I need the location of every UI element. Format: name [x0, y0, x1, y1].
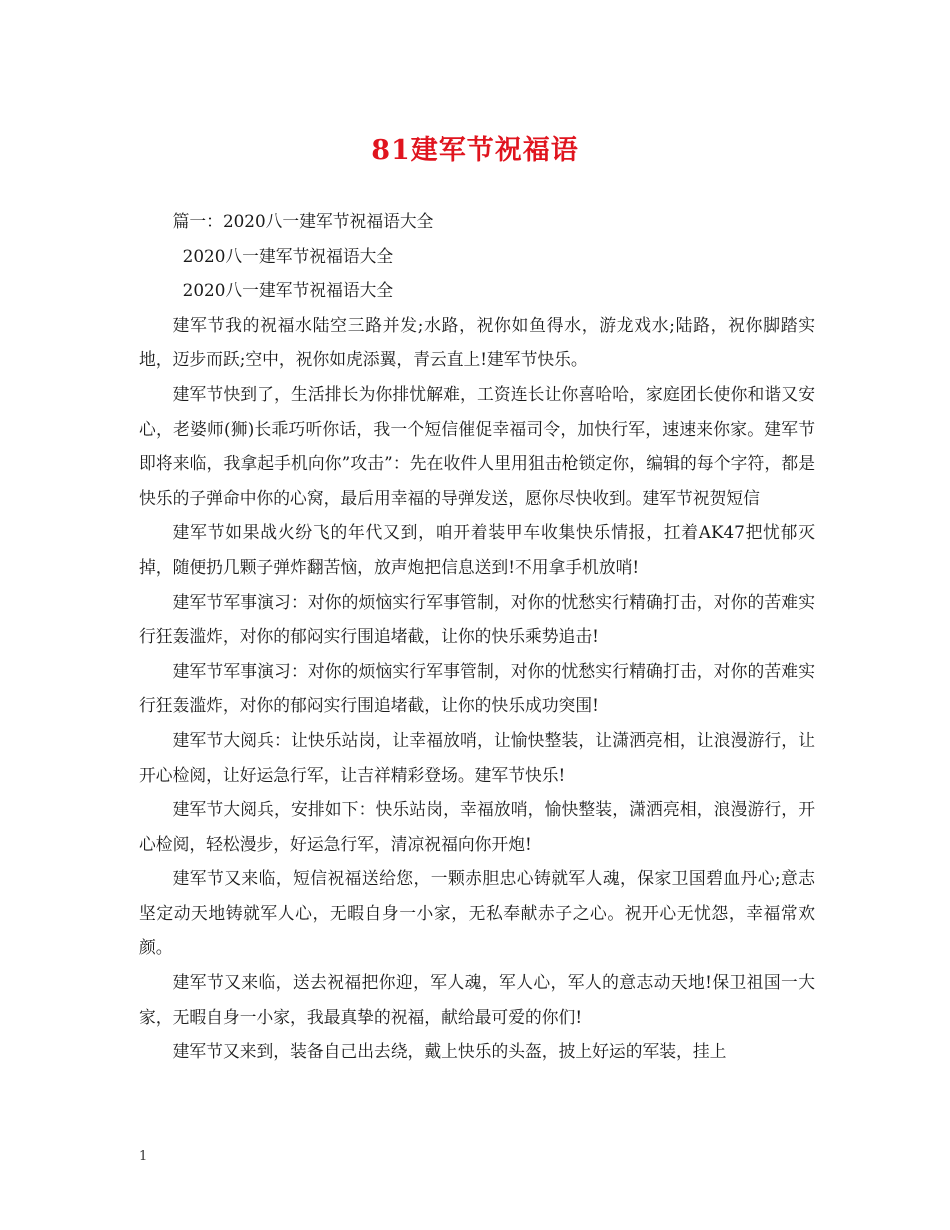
- paragraph: 建军节又来到，装备自己出去绕，戴上快乐的头盔，披上好运的军装，挂上: [172, 1041, 727, 1062]
- section-heading: 篇一：2020八一建军节祝福语大全: [172, 211, 434, 231]
- document-title: 81建军节祝福语: [371, 135, 579, 166]
- paragraph: 建军节又来临，短信祝福送给您，一颗赤胆忠心铸就军人魂，保家卫国碧血丹心;意志坚定动天地铸就军人心，无暇自身一小家，无私奉献赤子之心。祝开心无忧怨，幸福常欢颜。: [139, 868, 815, 958]
- paragraph: 建军节大阅兵，安排如下：快乐站岗，幸福放哨，愉快整装，潇洒亮相，浪漫游行，开心检阅，轻松漫步，好运急行军，清凉祝福向你开炮!: [139, 799, 815, 854]
- paragraph: 建军节又来临，送去祝福把你迎，军人魂，军人心，军人的意志动天地!保卫祖国一大家，无暇自身一小家，我最真挚的祝福，献给最可爱的你们!: [139, 972, 815, 1027]
- paragraph: 建军节如果战火纷飞的年代又到，咱开着装甲车收集快乐情报，扛着AK47把忧郁灭掉，随便扔几颗子弹炸翻苦恼，放声炮把信息送到!不用拿手机放哨!: [139, 522, 815, 577]
- paragraph: 建军节军事演习：对你的烦恼实行军事管制，对你的忧愁实行精确打击，对你的苦难实行狂轰滥炸，对你的郁闷实行围追堵截，让你的快乐成功突围!: [139, 660, 815, 716]
- paragraph: 建军节我的祝福水陆空三路并发;水路，祝你如鱼得水，游龙戏水;陆路，祝你脚踏实地，迈步而跃;空中，祝你如虎添翼，青云直上!建军节快乐。: [139, 314, 815, 370]
- paragraph: 建军节大阅兵：让快乐站岗，让幸福放哨，让愉快整装，让潇洒亮相，让浪漫游行，让开心检阅，让好运急行军，让吉祥精彩登场。建军节快乐!: [139, 729, 815, 785]
- page-number: 1: [139, 1149, 148, 1164]
- section-subheading: 2020八一建军节祝福语大全: [182, 245, 394, 266]
- section-subheading: 2020八一建军节祝福语大全: [182, 280, 394, 301]
- paragraph: 建军节快到了，生活排长为你排忧解难，工资连长让你喜哈哈，家庭团长使你和谐又安心，老婆师(狮)长乖巧听你话，我一个短信催促幸福司令，加快行军，速速来你家。建军节即将来临，我拿起手机向你”攻击”：先在收件人里用狙击枪锁定你，编辑的每个字符，都是快乐的子弹命中你的心窝，最后用幸福的导弹发送，愿你尽快收到。建军节祝贺短信: [139, 383, 815, 508]
- document-body: [139, 204, 815, 1069]
- paragraph: 建军节军事演习：对你的烦恼实行军事管制，对你的忧愁实行精确打击，对你的苦难实行狂轰滥炸，对你的郁闷实行围追堵截，让你的快乐乘势追击!: [139, 591, 815, 647]
